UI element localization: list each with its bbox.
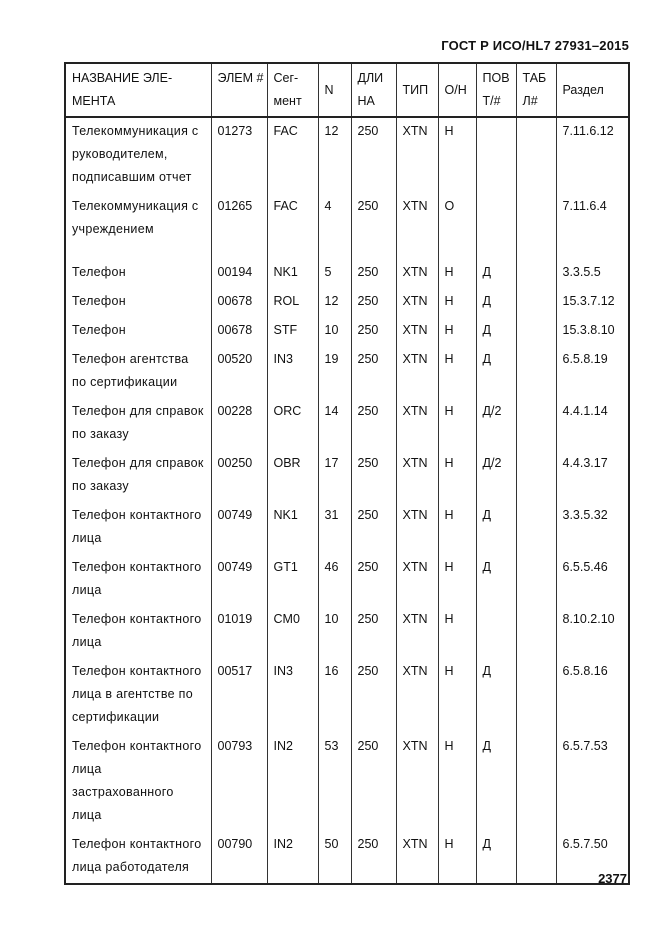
- cell-name: Телекоммуникация с учреждением: [65, 193, 211, 259]
- cell-name: Телефон контактного лица застрахованного лица: [65, 733, 211, 831]
- cell-elem: 00749: [211, 554, 267, 606]
- cell-opt: Н: [438, 259, 476, 288]
- cell-section: 7.11.6.12: [556, 117, 629, 193]
- cell-elem: 01273: [211, 117, 267, 193]
- cell-n: 46: [318, 554, 351, 606]
- table-row: [65, 317, 629, 346]
- cell-type: XTN: [396, 346, 438, 398]
- cell-opt: Н: [438, 398, 476, 450]
- cell-tabl: [516, 450, 556, 502]
- cell-elem: 00517: [211, 658, 267, 733]
- cell-section: 6.5.8.16: [556, 658, 629, 733]
- cell-opt: Н: [438, 450, 476, 502]
- cell-name: Телефон контактного лица: [65, 554, 211, 606]
- table-body: [65, 117, 629, 884]
- cell-rep: [476, 193, 516, 259]
- cell-tabl: [516, 193, 556, 259]
- cell-name: Телекоммуникация с руководителем, подписавшим отчет: [65, 117, 211, 193]
- cell-length: 250: [351, 606, 396, 658]
- cell-length: 250: [351, 288, 396, 317]
- cell-elem: 01265: [211, 193, 267, 259]
- cell-n: 5: [318, 259, 351, 288]
- cell-tabl: [516, 398, 556, 450]
- cell-opt: О: [438, 193, 476, 259]
- cell-section: 4.4.3.17: [556, 450, 629, 502]
- cell-opt: Н: [438, 658, 476, 733]
- cell-elem: 00228: [211, 398, 267, 450]
- cell-tabl: [516, 502, 556, 554]
- cell-tabl: [516, 259, 556, 288]
- cell-opt: Н: [438, 502, 476, 554]
- cell-n: 50: [318, 831, 351, 884]
- cell-opt: Н: [438, 831, 476, 884]
- cell-opt: Н: [438, 288, 476, 317]
- table-row: [65, 658, 629, 733]
- table-row: [65, 554, 629, 606]
- cell-section: 8.10.2.10: [556, 606, 629, 658]
- cell-length: 250: [351, 193, 396, 259]
- col-header-segment: Сег- мент: [267, 63, 318, 117]
- table-row: [65, 259, 629, 288]
- cell-length: 250: [351, 317, 396, 346]
- cell-n: 12: [318, 288, 351, 317]
- cell-n: 12: [318, 117, 351, 193]
- cell-segment: IN2: [267, 831, 318, 884]
- table-header-row: [65, 63, 629, 117]
- cell-type: XTN: [396, 450, 438, 502]
- cell-rep: Д: [476, 317, 516, 346]
- cell-type: XTN: [396, 193, 438, 259]
- cell-elem: 00790: [211, 831, 267, 884]
- cell-n: 10: [318, 317, 351, 346]
- cell-section: 15.3.8.10: [556, 317, 629, 346]
- cell-length: 250: [351, 733, 396, 831]
- cell-segment: IN3: [267, 658, 318, 733]
- cell-name: Телефон агентства по сертификации: [65, 346, 211, 398]
- table-row: [65, 733, 629, 831]
- cell-segment: GT1: [267, 554, 318, 606]
- col-header-name: НАЗВАНИЕ ЭЛЕ- МЕНТА: [65, 63, 211, 117]
- cell-type: XTN: [396, 606, 438, 658]
- cell-n: 19: [318, 346, 351, 398]
- cell-name: Телефон: [65, 288, 211, 317]
- cell-rep: Д: [476, 346, 516, 398]
- cell-n: 16: [318, 658, 351, 733]
- table-row: [65, 831, 629, 884]
- col-header-length: ДЛИ НА: [351, 63, 396, 117]
- cell-section: 6.5.5.46: [556, 554, 629, 606]
- cell-length: 250: [351, 554, 396, 606]
- cell-n: 53: [318, 733, 351, 831]
- cell-name: Телефон контактного лица: [65, 502, 211, 554]
- cell-type: XTN: [396, 554, 438, 606]
- cell-type: XTN: [396, 288, 438, 317]
- cell-rep: Д/2: [476, 398, 516, 450]
- cell-tabl: [516, 831, 556, 884]
- cell-n: 4: [318, 193, 351, 259]
- cell-tabl: [516, 346, 556, 398]
- elements-table: [64, 62, 630, 885]
- cell-opt: Н: [438, 554, 476, 606]
- cell-segment: IN2: [267, 733, 318, 831]
- cell-name: Телефон контактного лица работодателя: [65, 831, 211, 884]
- cell-rep: Д: [476, 658, 516, 733]
- cell-type: XTN: [396, 317, 438, 346]
- cell-n: 14: [318, 398, 351, 450]
- cell-tabl: [516, 733, 556, 831]
- cell-rep: Д: [476, 733, 516, 831]
- cell-rep: Д: [476, 288, 516, 317]
- cell-elem: 00678: [211, 317, 267, 346]
- cell-length: 250: [351, 259, 396, 288]
- cell-opt: Н: [438, 117, 476, 193]
- table-row: [65, 117, 629, 193]
- cell-type: XTN: [396, 398, 438, 450]
- col-header-tabl: ТАБ Л#: [516, 63, 556, 117]
- cell-section: 6.5.7.50: [556, 831, 629, 884]
- cell-rep: Д: [476, 259, 516, 288]
- cell-section: 6.5.7.53: [556, 733, 629, 831]
- cell-elem: 00678: [211, 288, 267, 317]
- document-header: ГОСТ Р ИСО/HL7 27931–2015: [441, 38, 629, 53]
- table-row: [65, 398, 629, 450]
- cell-rep: Д/2: [476, 450, 516, 502]
- cell-tabl: [516, 606, 556, 658]
- cell-section: 3.3.5.5: [556, 259, 629, 288]
- cell-name: Телефон для справок по заказу: [65, 450, 211, 502]
- cell-elem: 00250: [211, 450, 267, 502]
- page-number: 2377: [598, 871, 627, 886]
- cell-opt: Н: [438, 317, 476, 346]
- cell-n: 17: [318, 450, 351, 502]
- cell-elem: 00194: [211, 259, 267, 288]
- cell-tabl: [516, 554, 556, 606]
- cell-type: XTN: [396, 733, 438, 831]
- cell-section: 6.5.8.19: [556, 346, 629, 398]
- cell-opt: Н: [438, 346, 476, 398]
- cell-segment: CM0: [267, 606, 318, 658]
- table-row: [65, 346, 629, 398]
- cell-opt: Н: [438, 606, 476, 658]
- cell-n: 31: [318, 502, 351, 554]
- col-header-type: ТИП: [396, 63, 438, 117]
- cell-tabl: [516, 658, 556, 733]
- cell-section: 3.3.5.32: [556, 502, 629, 554]
- cell-name: Телефон: [65, 259, 211, 288]
- cell-section: 15.3.7.12: [556, 288, 629, 317]
- cell-section: 4.4.1.14: [556, 398, 629, 450]
- cell-length: 250: [351, 117, 396, 193]
- cell-tabl: [516, 117, 556, 193]
- cell-elem: 00749: [211, 502, 267, 554]
- cell-elem: 00793: [211, 733, 267, 831]
- col-header-n: N: [318, 63, 351, 117]
- table-row: [65, 288, 629, 317]
- cell-name: Телефон контактного лица в агентстве по сертификации: [65, 658, 211, 733]
- cell-rep: Д: [476, 831, 516, 884]
- cell-segment: ROL: [267, 288, 318, 317]
- cell-elem: 00520: [211, 346, 267, 398]
- col-header-rep: ПОВ Т/#: [476, 63, 516, 117]
- cell-segment: FAC: [267, 117, 318, 193]
- cell-length: 250: [351, 398, 396, 450]
- cell-length: 250: [351, 450, 396, 502]
- cell-rep: Д: [476, 502, 516, 554]
- cell-segment: NK1: [267, 502, 318, 554]
- cell-type: XTN: [396, 117, 438, 193]
- cell-name: Телефон контактного лица: [65, 606, 211, 658]
- cell-segment: ORC: [267, 398, 318, 450]
- col-header-section: Раздел: [556, 63, 629, 117]
- cell-tabl: [516, 288, 556, 317]
- cell-rep: [476, 606, 516, 658]
- cell-segment: STF: [267, 317, 318, 346]
- cell-type: XTN: [396, 831, 438, 884]
- table-row: [65, 450, 629, 502]
- cell-elem: 01019: [211, 606, 267, 658]
- cell-rep: [476, 117, 516, 193]
- cell-type: XTN: [396, 259, 438, 288]
- table-row: [65, 193, 629, 259]
- cell-section: 7.11.6.4: [556, 193, 629, 259]
- cell-length: 250: [351, 658, 396, 733]
- table-row: [65, 502, 629, 554]
- cell-segment: FAC: [267, 193, 318, 259]
- cell-rep: Д: [476, 554, 516, 606]
- col-header-elem: ЭЛЕМ #: [211, 63, 267, 117]
- cell-segment: IN3: [267, 346, 318, 398]
- cell-length: 250: [351, 502, 396, 554]
- cell-length: 250: [351, 346, 396, 398]
- cell-opt: Н: [438, 733, 476, 831]
- cell-tabl: [516, 317, 556, 346]
- table-row: [65, 606, 629, 658]
- cell-length: 250: [351, 831, 396, 884]
- cell-name: Телефон для справок по заказу: [65, 398, 211, 450]
- cell-n: 10: [318, 606, 351, 658]
- col-header-opt: О/Н: [438, 63, 476, 117]
- cell-type: XTN: [396, 502, 438, 554]
- cell-segment: OBR: [267, 450, 318, 502]
- cell-segment: NK1: [267, 259, 318, 288]
- cell-type: XTN: [396, 658, 438, 733]
- cell-name: Телефон: [65, 317, 211, 346]
